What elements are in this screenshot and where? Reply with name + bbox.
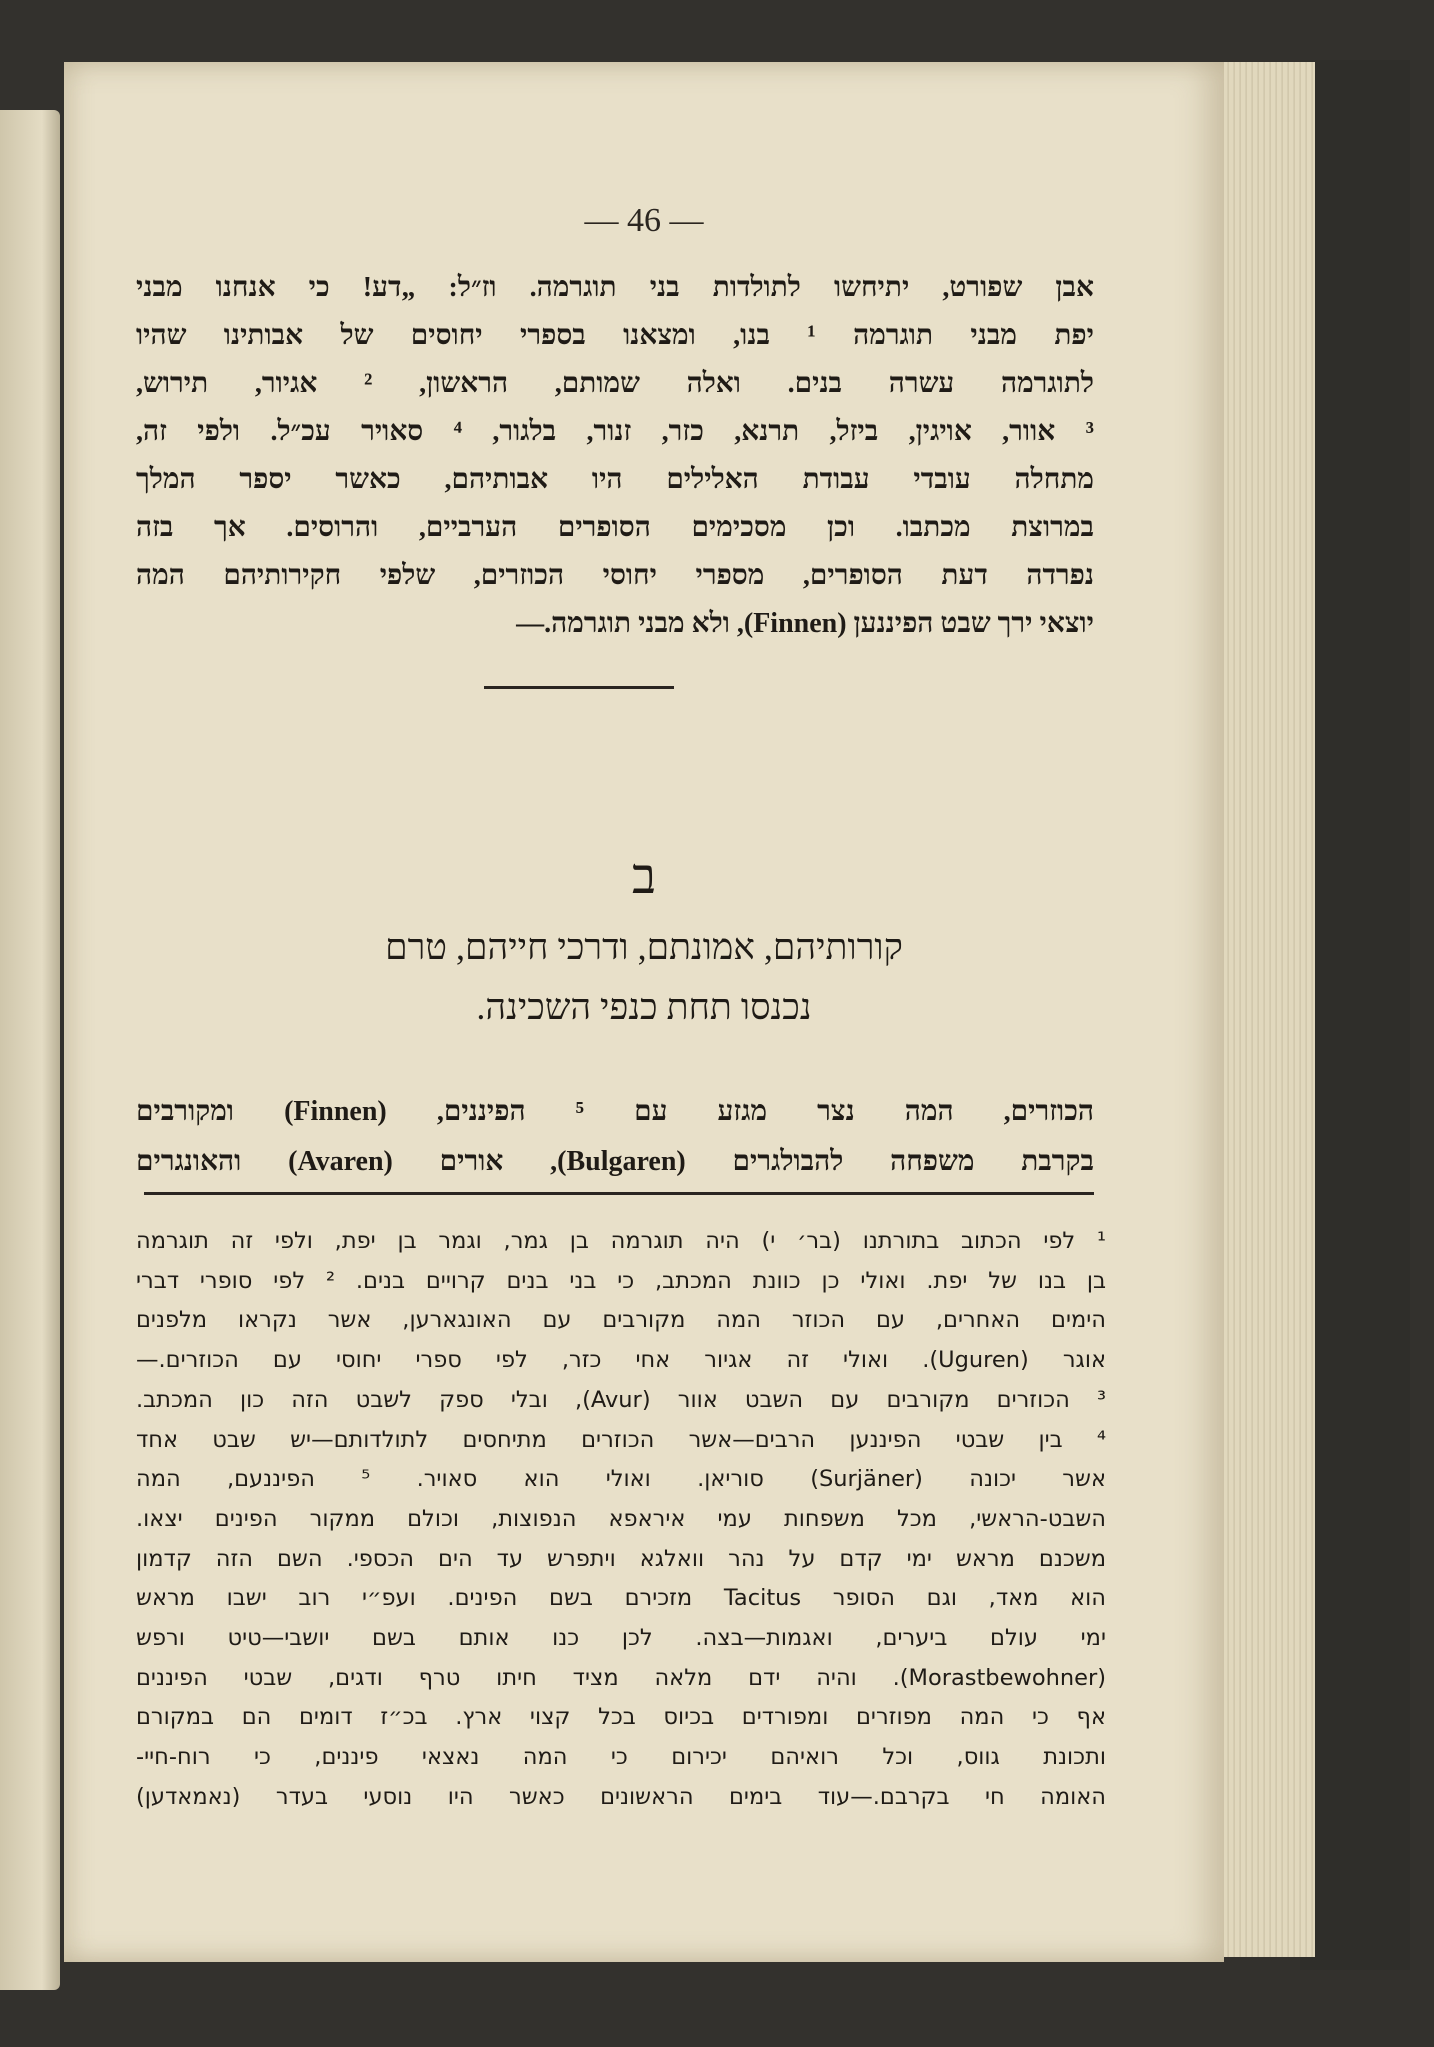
text-line: ³ אוור, אויגין, ביזל, תרנא, כזר, זנור, בלגור, ⁴ סאויר עכ״ל. ולפי זה, (136, 416, 1095, 447)
footnote-line: אוגר (Uguren). ואולי זה אגיור אחי כזר, לפי ספרי יחוסי עם הכוזרים.— (136, 1347, 1106, 1374)
paragraph-2 (136, 1087, 1094, 1187)
book-page (64, 62, 1224, 1962)
chapter-title-line: קורותיהם, אמונתם, ודרכי חייהם, טרם (385, 927, 903, 967)
text-line: מתחלה עובדי עבודת האלילים היו אבותיהם, כאשר יספר המלך (136, 464, 1094, 495)
book-spine (1300, 60, 1410, 1970)
footnote-line: אשר יכונה (Surjäner) סוריאן. ואולי הוא סאויר. ⁵ הפיננעם, המה (136, 1466, 1106, 1493)
chapter-title (64, 917, 1224, 1037)
footnotes (136, 1222, 1106, 1818)
text-line: הכוזרים, המה נצר מגזע עם ⁵ הפיננים, (Finnen) ומקורבים (136, 1096, 1094, 1127)
footnote-line: ימי עולם ביערים, ואגמות—בצה. לכן כנו אותם בשם יושבי—טיט ורפש (136, 1625, 1106, 1652)
text-line: נפרדה דעת הסופרים, מספרי יחוסי הכוזרים, שלפי חקירותיהם המה (136, 560, 1094, 591)
chapter-title-line: נכנסו תחת כנפי השכינה. (476, 987, 812, 1027)
footnote-line: אף כי המה מפוזרים ומפורדים בכיוס בכל קצוי ארץ. בכ״ז דומים הם במקורם (136, 1704, 1106, 1731)
text-line: אבן שפורט, יתיחשו לתולדות בני תוגרמה. וז״ל: „דע! כי אנחנו מבני (136, 272, 1094, 303)
left-page-edge (0, 110, 60, 1990)
chapter-letter: ב (631, 848, 657, 904)
footnote-line: ¹ לפי הכתוב בתורתנו (בר׳ י) היה תוגרמה בן גמר, וגמר בן יפת, ולפי זה תוגרמה (136, 1228, 1106, 1254)
paragraph-1 (136, 264, 1094, 648)
text-line: במרוצת מכתבו. וכן מסכימים הסופרים הערביים, והרוסים. אך בזה (136, 512, 1094, 543)
text-line: לתוגרמה עשרה בנים. ואלה שמותם, הראשון, ² אגיור, תירוש, (136, 368, 1094, 399)
footnote-line: (Morastbewohner). והיה ידם מלאה מציד חיתו טרף ודגים, שבטי הפיננים (136, 1664, 1106, 1691)
footnote-divider (144, 1192, 1094, 1195)
text-line: בקרבת משפחה להבולגרים (Bulgaren), אורים (Avaren) והאונגרים (136, 1146, 1095, 1177)
footnote-line: ⁴ בין שבטי הפיננען הרבים—אשר הכוזרים מתיחסים לתולדותם—יש שבט אחד (136, 1426, 1106, 1453)
text-line: יוצאי ירך שבט הפיננען (Finnen), ולא מבני תוגרמה.— (516, 608, 1094, 639)
footnote-line: ותכונת גווס, וכל רואיהם יכירום כי המה נאצאי פיננים, כי רוח-חיי- (136, 1744, 1106, 1771)
page-number: — 46 — (584, 202, 704, 239)
footnote-line: הימים האחרים, עם הכוזר המה מקורבים עם האונגארען, אשר נקראו מלפנים (136, 1307, 1106, 1334)
footnote-line: האומה חי בקרבם.—עוד בימים הראשונים כאשר היו נוסעי בעדר (נאמאדען) (136, 1783, 1106, 1810)
footnote-line: ³ הכוזרים מקורבים עם השבט אוור (Avur), ובלי ספק לשבט הזה כון המכתב. (136, 1386, 1106, 1413)
section-divider (484, 686, 674, 689)
text-line: יפת מבני תוגרמה ¹ בנו, ומצאנו בספרי יחוסים של אבותינו שהיו (136, 320, 1094, 351)
footnote-line: הוא מאד, וגם הסופר Tacitus מזכירם בשם הפינים. ועפ״י רוב ישבו מראש (136, 1585, 1106, 1612)
footnote-line: בן בנו של יפת. ואולי כן כוונת המכתב, כי בני בנים קרויים בנים. ² לפי סופרי דברי (136, 1267, 1106, 1294)
footnote-line: משכנם מראש ימי קדם על נהר וואלגא ויתפרש עד הים הכספי. השם הזה קדמון (136, 1545, 1106, 1572)
footnote-line: השבט-הראשי, מכל משפחות עמי איראפא הנפוצות, וכולם ממקור הפינים יצאו. (136, 1505, 1106, 1532)
